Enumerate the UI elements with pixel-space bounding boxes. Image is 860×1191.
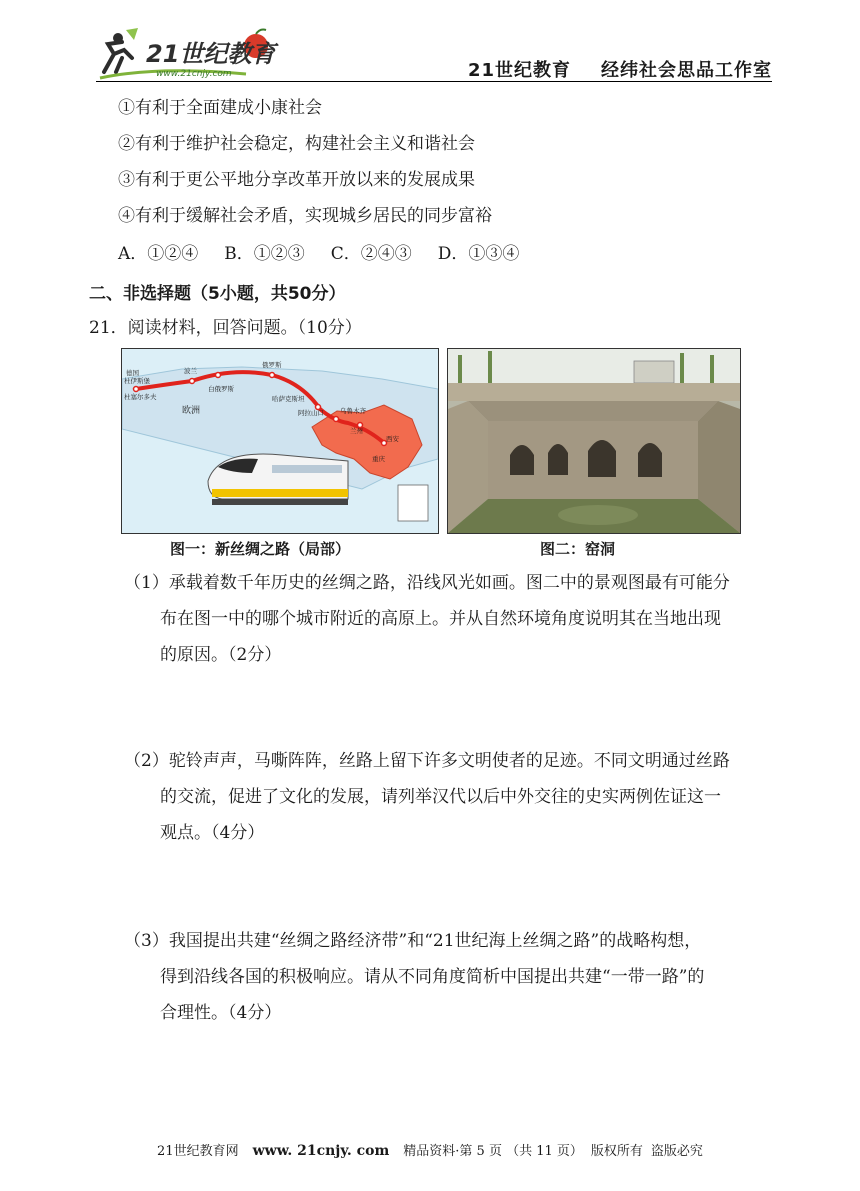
svg-text:杜伊斯堡: 杜伊斯堡 [124, 377, 150, 385]
answer-c: C．②④③ [330, 244, 412, 264]
subquestion-2-line-1: （2）驼铃声声，马嘶阵阵，丝路上留下许多文明使者的足迹。不同文明通过丝路 [124, 751, 730, 771]
figure1-caption: 图一：新丝绸之路（局部） [170, 540, 351, 558]
header-org: 21世纪教育 [467, 60, 571, 81]
option-3: ③有利于更公平地分享改革开放以来的发展成果 [118, 170, 475, 190]
svg-text:白俄罗斯: 白俄罗斯 [208, 385, 234, 393]
option-4: ④有利于缓解社会矛盾，实现城乡居民的同步富裕 [118, 206, 492, 226]
footer-warn: 盗版必究 [650, 1144, 703, 1159]
subquestion-3-line-2: 得到沿线各国的积极响应。请从不同角度简析中国提出共建“一带一路”的 [160, 967, 705, 987]
svg-text:www.21cnjy.com: www.21cnjy.com [156, 69, 232, 79]
subquestion-3 [124, 923, 784, 1031]
question-21: 21．阅读材料，回答问题。（10分） [89, 318, 362, 338]
answer-d: D．①③④ [437, 244, 520, 264]
section-title: 二、非选择题（5小题，共50分） [89, 284, 346, 304]
answer-b: B．①②③ [224, 244, 305, 264]
subquestion-1-line-1: （1）承载着数千年历史的丝绸之路，沿线风光如画。图二中的景观图最有可能分 [124, 573, 730, 593]
svg-text:西安: 西安 [386, 435, 399, 443]
option-1: ①有利于全面建成小康社会 [118, 98, 322, 118]
svg-text:德国: 德国 [126, 369, 139, 377]
answer-choices [118, 242, 545, 266]
site-logo [96, 22, 296, 84]
svg-text:21世纪教育: 21世纪教育 [146, 40, 276, 68]
cave-dwelling-photo [447, 348, 741, 534]
footer-rights: 版权所有 [590, 1144, 643, 1159]
svg-text:重庆: 重庆 [372, 455, 385, 463]
footer-page: 精品资料·第 5 页 （共 11 页） [403, 1144, 583, 1159]
subquestion-1 [124, 565, 784, 673]
svg-text:杜塞尔多夫: 杜塞尔多夫 [124, 393, 157, 401]
figure2-caption: 图二：窑洞 [540, 540, 616, 558]
footer-left: 21世纪教育网 [157, 1144, 239, 1159]
svg-text:哈萨克斯坦: 哈萨克斯坦 [272, 395, 305, 403]
svg-text:阿拉山口: 阿拉山口 [298, 409, 324, 417]
silk-road-map [121, 348, 439, 534]
page-footer [0, 1140, 860, 1159]
subquestion-3-line-3: 合理性。（4分） [160, 1003, 282, 1023]
svg-text:波兰: 波兰 [184, 367, 197, 375]
subquestion-1-line-2: 布在图一中的哪个城市附近的高原上。并从自然环境角度说明其在当地出现 [160, 609, 721, 629]
svg-text:欧洲: 欧洲 [182, 406, 201, 416]
header-title [468, 56, 772, 82]
footer-site-link[interactable]: www. 21cnjy. com [252, 1143, 390, 1159]
subquestion-2-line-2: 的交流，促进了文化的发展，请列举汉代以后中外交往的史实两例佐证这一 [160, 787, 721, 807]
svg-text:乌鲁木齐: 乌鲁木齐 [340, 407, 366, 415]
svg-text:俄罗斯: 俄罗斯 [262, 361, 282, 369]
option-2: ②有利于维护社会稳定，构建社会主义和谐社会 [118, 134, 475, 154]
train-illustration [208, 454, 348, 505]
subquestion-3-line-1: （3）我国提出共建“丝绸之路经济带”和“21世纪海上丝绸之路”的战略构想， [124, 931, 702, 951]
answer-a: A．①②④ [118, 244, 199, 264]
subquestion-2 [124, 743, 784, 851]
subquestion-1-line-3: 的原因。（2分） [160, 645, 282, 665]
header-studio: 经纬社会思品工作室 [601, 60, 772, 81]
subquestion-2-line-3: 观点。（4分） [160, 823, 265, 843]
header-rule [96, 81, 772, 82]
svg-text:兰州: 兰州 [350, 427, 363, 435]
